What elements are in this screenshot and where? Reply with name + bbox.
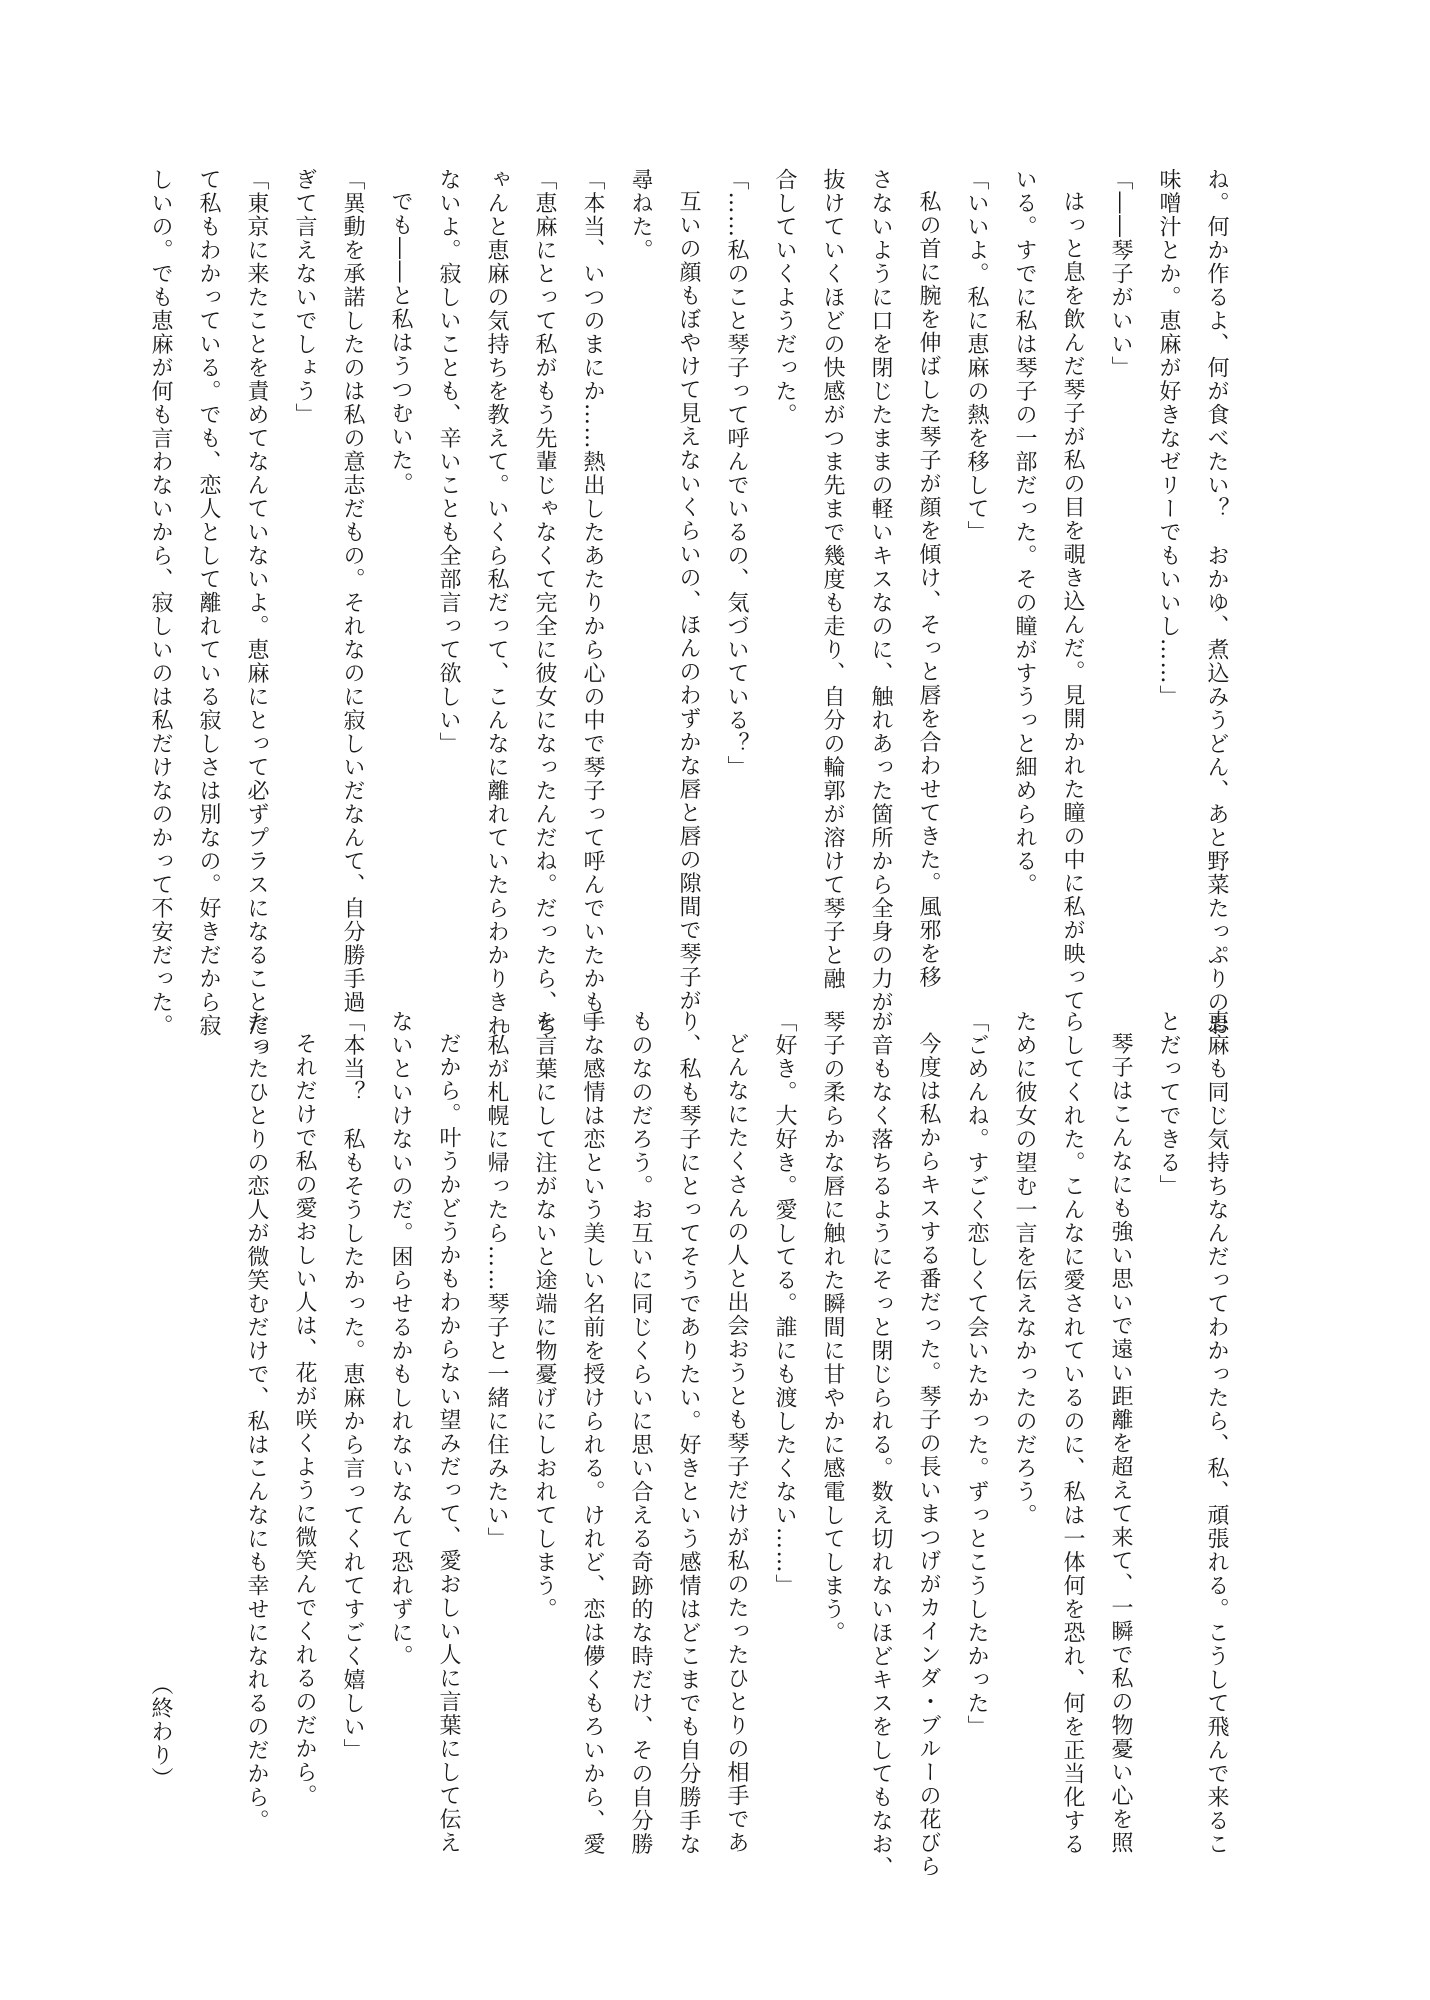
text-line: 味噌汁とか。恵麻が好きなゼリーでもいいし……」 bbox=[1156, 168, 1181, 709]
text-line: 「本当、いつのまにか……熱出したあたりから心の中で琴子って呼んでいたかも」 bbox=[580, 168, 605, 1038]
text-line: を言葉にして注がないと途端に物憂げにしおれてしまう。 bbox=[532, 1010, 557, 1621]
text-line: 「……私のこと琴子って呼んでいるの、気づいている？」 bbox=[724, 168, 749, 779]
text-line: らしてくれた。こんなに愛されているのに、私は一体何を恐れ、何を正当化する bbox=[1060, 1010, 1085, 1856]
text-line: ゃんと恵麻の気持ちを教えて。いくら私だって、こんなに離れていたらわかりきれ bbox=[484, 168, 509, 1038]
text-line: 「――琴子がいい」 bbox=[1108, 168, 1133, 380]
text-line: 抜けていくほどの快感がつま先まで幾度も走り、自分の輪郭が溶けて琴子と融 bbox=[820, 168, 845, 991]
text-line: り、私も琴子にとってそうでありたい。好きという感情はどこまでも自分勝手な bbox=[676, 1010, 701, 1856]
text-line: さないように口を閉じたままの軽いキスなのに、触れあった箇所から全身の力が bbox=[868, 168, 893, 1014]
text-line: て私もわかっている。でも、恋人として離れている寂しさは別なの。好きだから寂 bbox=[196, 168, 221, 1038]
text-line: 私の首に腕を伸ばした琴子が顔を傾け、そっと唇を合わせてきた。風邪を移 bbox=[916, 190, 941, 989]
text-line: 「恵麻にとって私がもう先輩じゃなくて完全に彼女になったんだね。だったら、ち bbox=[532, 168, 557, 1038]
text-line: ね。何か作るよ、何が食べたい？ おかゆ、煮込みうどん、あと野菜たっぷりのお bbox=[1204, 168, 1229, 1038]
text-line: 「異動を承諾したのは私の意志だもの。それなのに寂しいだなんて、自分勝手過 bbox=[340, 168, 365, 1014]
text-line: ものなのだろう。お互いに同じくらいに思い合える奇跡的な時だけ、その自分勝 bbox=[628, 1010, 653, 1856]
text-line: だから。叶うかどうかもわからない望みだって、愛おしい人に言葉にして伝え bbox=[436, 1032, 461, 1855]
text-line: 「好き。大好き。愛してる。誰にも渡したくない……」 bbox=[772, 1010, 797, 1598]
text-line: が音もなく落ちるようにそっと閉じられる。数え切れないほどキスをしてもなお、 bbox=[868, 1010, 893, 1880]
text-line: とだってできる」 bbox=[1156, 1010, 1181, 1198]
text-line: いる。すでに私は琴子の一部だった。その瞳がすうっと細められる。 bbox=[1012, 168, 1037, 897]
text-line: 「本当？ 私もそうしたかった。恵麻から言ってくれてすごく嬉しい」 bbox=[340, 1010, 365, 1762]
text-block-bottom bbox=[148, 1010, 1240, 1880]
text-line: どんなにたくさんの人と出会おうとも琴子だけが私のたったひとりの相手であ bbox=[724, 1032, 749, 1855]
text-block-top bbox=[148, 168, 1240, 1061]
text-line: でも――と私はうつむいた。 bbox=[388, 190, 413, 496]
text-line: ないといけないのだ。困らせるかもしれないなんて恐れずに。 bbox=[388, 1010, 413, 1668]
text-line: たったひとりの恋人が微笑むだけで、私はこんなにも幸せになれるのだから。 bbox=[244, 1010, 269, 1833]
text-line: 尋ねた。 bbox=[628, 168, 653, 262]
text-line: 合していくようだった。 bbox=[772, 168, 797, 427]
text-line: しいの。でも恵麻が何も言わないから、寂しいのは私だけなのかって不安だった。 bbox=[148, 168, 173, 1038]
text-line: 「東京に来たことを責めてなんていないよ。恵麻にとって必ずプラスになることだっ bbox=[244, 168, 269, 1061]
text-line: 恵麻も同じ気持ちなんだってわかったら、私、頑張れる。こうして飛んで来るこ bbox=[1204, 1010, 1229, 1856]
end-mark: （終わり） bbox=[148, 1672, 173, 1790]
text-line: 手な感情は恋という美しい名前を授けられる。けれど、恋は儚くもろいから、愛 bbox=[580, 1010, 605, 1856]
text-line: ぎて言えないでしょう」 bbox=[292, 168, 317, 427]
text-line: 琴子の柔らかな唇に触れた瞬間に甘やかに感電してしまう。 bbox=[820, 1010, 845, 1645]
text-line: 「いいよ。私に恵麻の熱を移して」 bbox=[964, 168, 989, 544]
text-line: はっと息を飲んだ琴子が私の目を覗き込んだ。見開かれた瞳の中に私が映って bbox=[1060, 190, 1085, 1013]
text-line: 互いの顔もぼやけて見えないくらいの、ほんのわずかな唇と唇の隙間で琴子が bbox=[676, 190, 701, 1013]
text-line: 今度は私からキスする番だった。琴子の長いまつげがカインダ・ブルーの花びら bbox=[916, 1032, 941, 1878]
text-line: ないよ。寂しいことも、辛いことも全部言って欲しい」 bbox=[436, 168, 461, 756]
text-line: 「私が札幌に帰ったら……琴子と一緒に住みたい」 bbox=[484, 1010, 509, 1551]
text-line: 琴子はこんなにも強い思いで遠い距離を超えて来て、一瞬で私の物憂い心を照 bbox=[1108, 1032, 1133, 1855]
text-line: ために彼女の望む一言を伝えなかったのだろう。 bbox=[1012, 1010, 1037, 1527]
blank-line bbox=[184, 1010, 232, 1790]
text-line: 「ごめんね。すごく恋しくて会いたかった。ずっとこうしたかった」 bbox=[964, 1010, 989, 1739]
text-line: それだけで私の愛おしい人は、花が咲くように微笑んでくれるのだから。 bbox=[292, 1032, 317, 1808]
